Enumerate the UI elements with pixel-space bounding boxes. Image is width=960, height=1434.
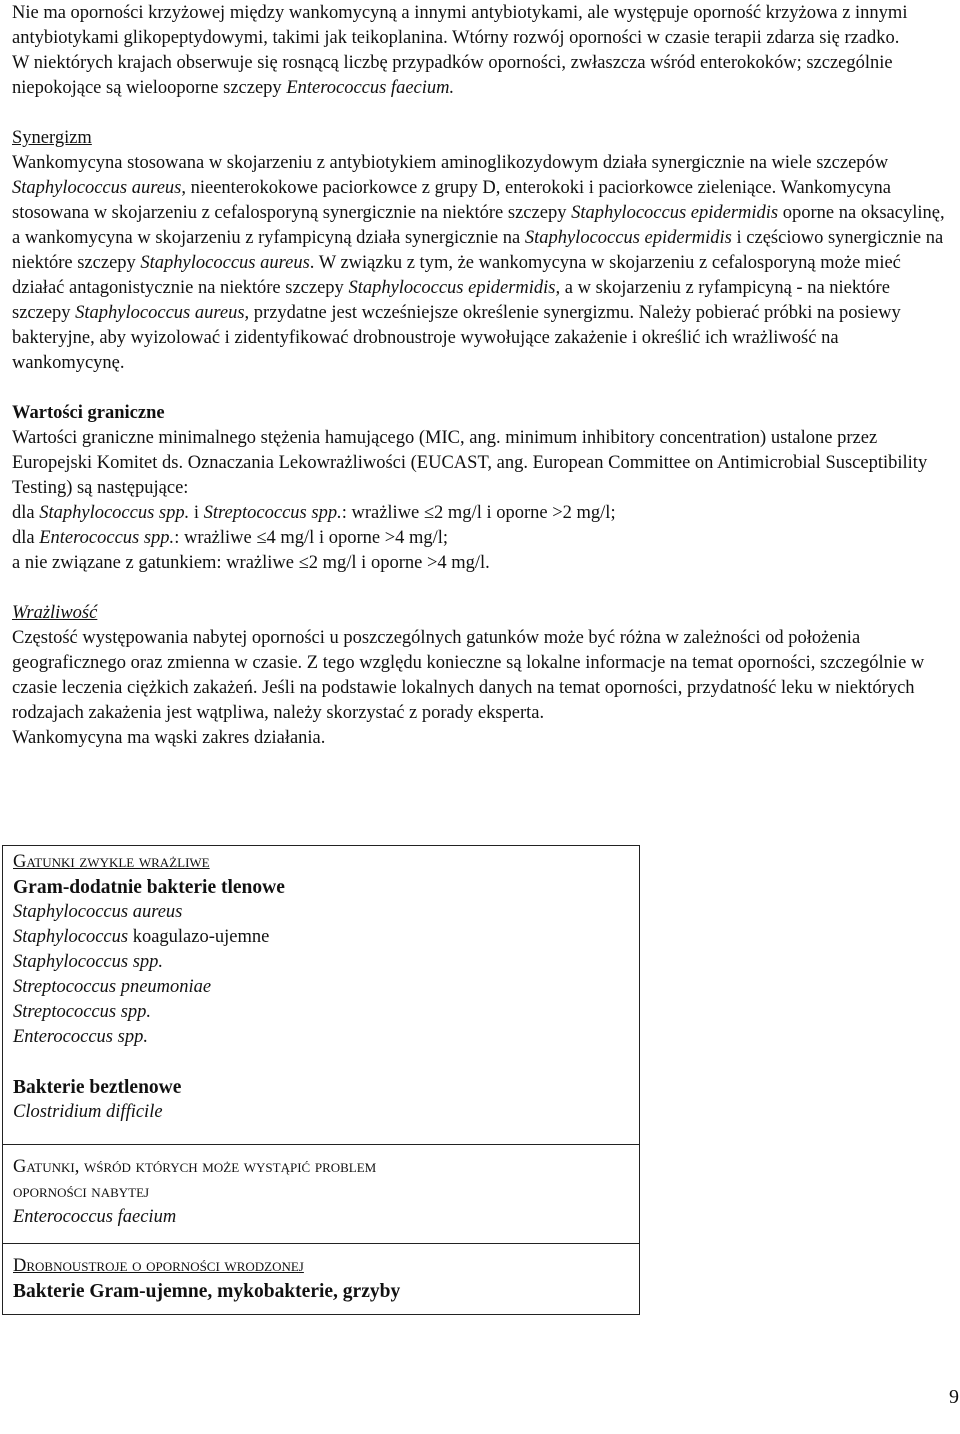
species-name: Streptococcus spp. (203, 503, 342, 523)
synergy-text: i częściowo synergicznie na niektóre szczepy (12, 228, 944, 273)
list-item: Enterococcus faecium (13, 1207, 177, 1227)
list-item: Staphylococcus spp. (13, 952, 164, 972)
list-item: Streptococcus spp. (13, 1002, 152, 1022)
species-name: Staphylococcus epidermidis (524, 228, 732, 248)
table-row (3, 1145, 640, 1244)
list-item: Clostridium difficile (13, 1102, 163, 1122)
species-qualifier: koagulazo-ujemne (128, 927, 270, 947)
list-item: Staphylococcus aureus (13, 902, 183, 922)
synergy-text: . W związku z tym, że wankomycyna w skojarzeniu z cefalosporyną może mieć działać antagonistycznie na niektóre szczepy (12, 253, 901, 298)
species-name: Staphylococcus aureus (12, 178, 182, 198)
species-name: Staphylococcus aureus (75, 303, 245, 323)
susceptibility-paragraph: Częstość występowania nabytej oporności u poszczególnych gatunków może być różna w zależności od położenia geograficznego oraz zmienna w czasie. Z tego względu konieczne są lokalne informacje na temat oporności, szczególnie w czasie leczenia ciężkich zakażeń. Jeśli na podstawie lokalnych danych na temat oporności, przydatność leku w niektórych rodzajach zakażenia jest wątpliwa, należy skorzystać z porady eksperta. (12, 628, 925, 723)
table-row (3, 1244, 640, 1315)
synergy-text: a w skojarzeniu z ryfampicyną - na niektóre szczepy (12, 278, 890, 323)
breakpoint-text: dla (12, 528, 40, 548)
breakpoint-text: i (189, 503, 204, 523)
breakpoint-row-enterococcus (12, 526, 947, 551)
section-title-acquired-resistance-cont: oporności nabytej (13, 1182, 150, 1202)
table-cell-intrinsic-resistance (3, 1244, 640, 1315)
synergy-heading: Synergizm (12, 128, 92, 148)
breakpoint-text: : wrażliwe ≤4 mg/l i oporne >4 mg/l; (174, 528, 449, 548)
species-name: Enterococcus faecium. (286, 78, 455, 98)
synergy-text: , przydatne jest wcześniejsze określenie synergizmu. Należy pobierać próbki na posiewy bakteryjne, aby wyizolować i zidentyfikować drobnoustroje wywołujące zakażenie i określić ich wrażliwość na wankomycynę. (12, 303, 901, 373)
synergy-text: oporne na oksacylinę, a wankomycyna w skojarzeniu z ryfampicyną działa synergicznie na (12, 203, 945, 248)
susceptibility-table (2, 845, 640, 1315)
species-name: Staphylococcus epidermidis, (348, 278, 561, 298)
species-name: Staphylococcus spp. (39, 503, 190, 523)
synergy-text: Wankomycyna stosowana w skojarzeniu z antybiotykiem aminoglikozydowym działa synergicznie na wiele szczepów (12, 153, 889, 173)
breakpoint-text: dla (12, 503, 40, 523)
list-item: Enterococcus spp. (13, 1027, 148, 1047)
page-number: 9 (949, 1386, 959, 1408)
cross-resistance-text: Nie ma oporności krzyżowej między wankomycyną a innymi antybiotykami, ale występuje oporność krzyżowa z innymi antybiotykami glikopeptydowymi, takimi jak teikoplanina. Wtórny rozwój oporności w czasie terapii zdarza się rzadko. (12, 3, 908, 48)
section-title-susceptible: Gatunki zwykle wrażliwe (13, 852, 210, 872)
breakpoints-heading: Wartości graniczne (12, 403, 165, 423)
breakpoint-row-nonspecies: a nie związane z gatunkiem: wrażliwe ≤2 mg/l i oporne >4 mg/l. (12, 553, 490, 573)
breakpoints-intro: Wartości graniczne minimalnego stężenia hamującego (MIC, ang. minimum inhibitory concentration) ustalone przez Europejski Komitet ds. Oznaczania Lekowrażliwości (EUCAST, ang. European Committee on Antimicrobial Susceptibility Testing) są następujące: (12, 428, 928, 498)
species-name: Staphylococcus aureus (140, 253, 310, 273)
section-title-intrinsic-resistance: Drobnoustroje o oporności wrodzonej (13, 1256, 304, 1276)
species-name: Enterococcus spp. (39, 528, 175, 548)
list-item: Streptococcus pneumoniae (13, 977, 212, 997)
enterococci-paragraph (12, 51, 947, 101)
susceptibility-heading: Wrażliwość (12, 603, 98, 623)
table-row (3, 846, 640, 1145)
section-title-acquired-resistance: Gatunki, wśród których może wystąpić problem (13, 1157, 377, 1177)
resistance-section (12, 1, 947, 751)
breakpoint-row-staph-strep (12, 501, 947, 526)
breakpoint-text: : wrażliwe ≤2 mg/l i oporne >2 mg/l; (341, 503, 616, 523)
list-item: Bakterie Gram-ujemne, mykobakterie, grzyby (13, 1281, 401, 1302)
list-item (13, 925, 629, 950)
table-cell-susceptible (3, 846, 640, 1145)
spectrum-note: Wankomycyna ma wąski zakres działania. (12, 728, 326, 748)
species-name: Staphylococcus (13, 927, 129, 947)
synergy-text: , nieenterokokowe paciorkowce z grupy D, enterokoki i paciorkowce zieleniące. Wankomycyna stosowana w skojarzeniu z cefalosporyną synergicznie na niektóre szczepy (12, 178, 891, 223)
synergy-paragraph (12, 151, 947, 376)
subheading-gram-positive-aerobes: Gram-dodatnie bakterie tlenowe (13, 877, 285, 898)
enterococci-text: W niektórych krajach obserwuje się rosnącą liczbę przypadków oporności, zwłaszcza wśród enterokoków; szczególnie niepokojące są wielooporne szczepy (12, 53, 893, 98)
cross-resistance-paragraph (12, 1, 947, 51)
species-name: Staphylococcus epidermidis (571, 203, 779, 223)
subheading-anaerobes: Bakterie beztlenowe (13, 1077, 182, 1098)
table-cell-acquired-resistance (3, 1145, 640, 1244)
